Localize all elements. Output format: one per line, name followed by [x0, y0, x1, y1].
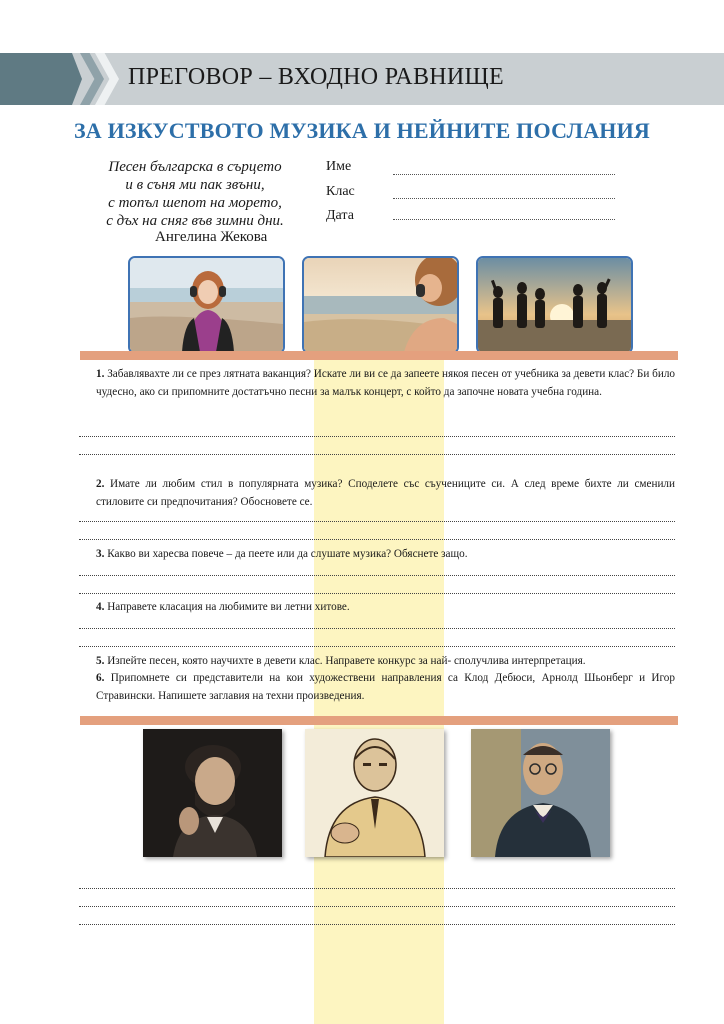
answer-line[interactable] — [79, 888, 675, 889]
question-number: 4. — [96, 601, 105, 613]
question-number: 2. — [96, 478, 105, 490]
question-1 — [79, 366, 675, 401]
headphones-girl-beach-photo — [128, 256, 285, 354]
header-accent — [0, 53, 82, 105]
question-number: 5. — [96, 655, 105, 667]
poem-line: Песен българска в сърцето — [108, 159, 282, 175]
name-label: Име — [326, 159, 352, 174]
answer-line[interactable] — [79, 539, 675, 540]
answer-line[interactable] — [79, 924, 675, 925]
schoenberg-portrait — [305, 729, 444, 857]
portrait-image — [143, 729, 282, 857]
name-field[interactable] — [393, 174, 615, 175]
question-4 — [79, 599, 675, 617]
question-number: 1. — [96, 368, 105, 380]
date-label: Дата — [326, 208, 354, 223]
answer-line[interactable] — [79, 646, 675, 647]
portrait-image — [471, 729, 610, 857]
date-field[interactable] — [393, 219, 615, 220]
answer-line[interactable] — [79, 436, 675, 437]
page-title: ЗА ИЗКУСТВОТО МУЗИКА И НЕЙНИТЕ ПОСЛАНИЯ — [73, 118, 651, 143]
class-label: Клас — [326, 184, 355, 199]
class-field[interactable] — [393, 198, 615, 199]
poem-line: и в съня ми пак звъни, — [125, 177, 265, 193]
page-header-title: ПРЕГОВОР – ВХОДНО РАВНИЩЕ — [128, 64, 504, 90]
question-6 — [79, 670, 675, 705]
question-number: 3. — [96, 548, 105, 560]
divider-bar — [80, 716, 678, 725]
question-text: Изпейте песен, която научихте в девети клас. Направете конкурс за най- сполучлива интерпретация. — [107, 655, 586, 667]
poem — [90, 158, 300, 230]
question-text: Какво ви харесва повече – да пеете или да слушате музика? Обяснете защо. — [107, 548, 468, 560]
portrait-image — [305, 729, 444, 857]
question-text: Забавлявахте ли се през лятната ваканция? Искате ли ви се да запеете някоя песен от учебника за девети клас? Би било чудесно, ако си припомните достатъчно песни за малък концерт, с който да започне новата учебна година. — [96, 368, 675, 398]
question-text: Припомнете си представители на кои художествени направления са Клод Дебюси, Арнолд Шьонберг и Игор Стравински. Напишете заглавия на техни произведения. — [96, 672, 675, 702]
answer-line[interactable] — [79, 593, 675, 594]
question-text: Имате ли любим стил в популярната музика? Споделете със съучениците си. А след време бихте ли сменили стиловите си предпочитания? Обосновете се. — [96, 478, 675, 508]
poem-author: Ангелина Жекова — [155, 229, 268, 245]
beach-headphones-photo — [302, 256, 459, 354]
stravinsky-portrait — [471, 729, 610, 857]
question-3 — [79, 546, 675, 564]
question-text: Направете класация на любимите ви летни хитове. — [107, 601, 350, 613]
answer-line[interactable] — [79, 521, 675, 522]
answer-line[interactable] — [79, 454, 675, 455]
question-number: 6. — [96, 672, 105, 684]
divider-bar — [80, 351, 678, 360]
answer-line[interactable] — [79, 628, 675, 629]
poem-line: с топъл шепот на морето, — [108, 195, 282, 211]
question-2 — [79, 476, 675, 511]
answer-line[interactable] — [79, 906, 675, 907]
poem-line: с дъх на сняг във зимни дни. — [106, 213, 284, 229]
debussy-portrait — [143, 729, 282, 857]
question-5 — [79, 653, 675, 671]
friends-sunset-photo — [476, 256, 633, 354]
photo-image — [304, 258, 457, 352]
answer-line[interactable] — [79, 575, 675, 576]
photo-image — [478, 258, 631, 352]
photo-image — [130, 258, 283, 352]
